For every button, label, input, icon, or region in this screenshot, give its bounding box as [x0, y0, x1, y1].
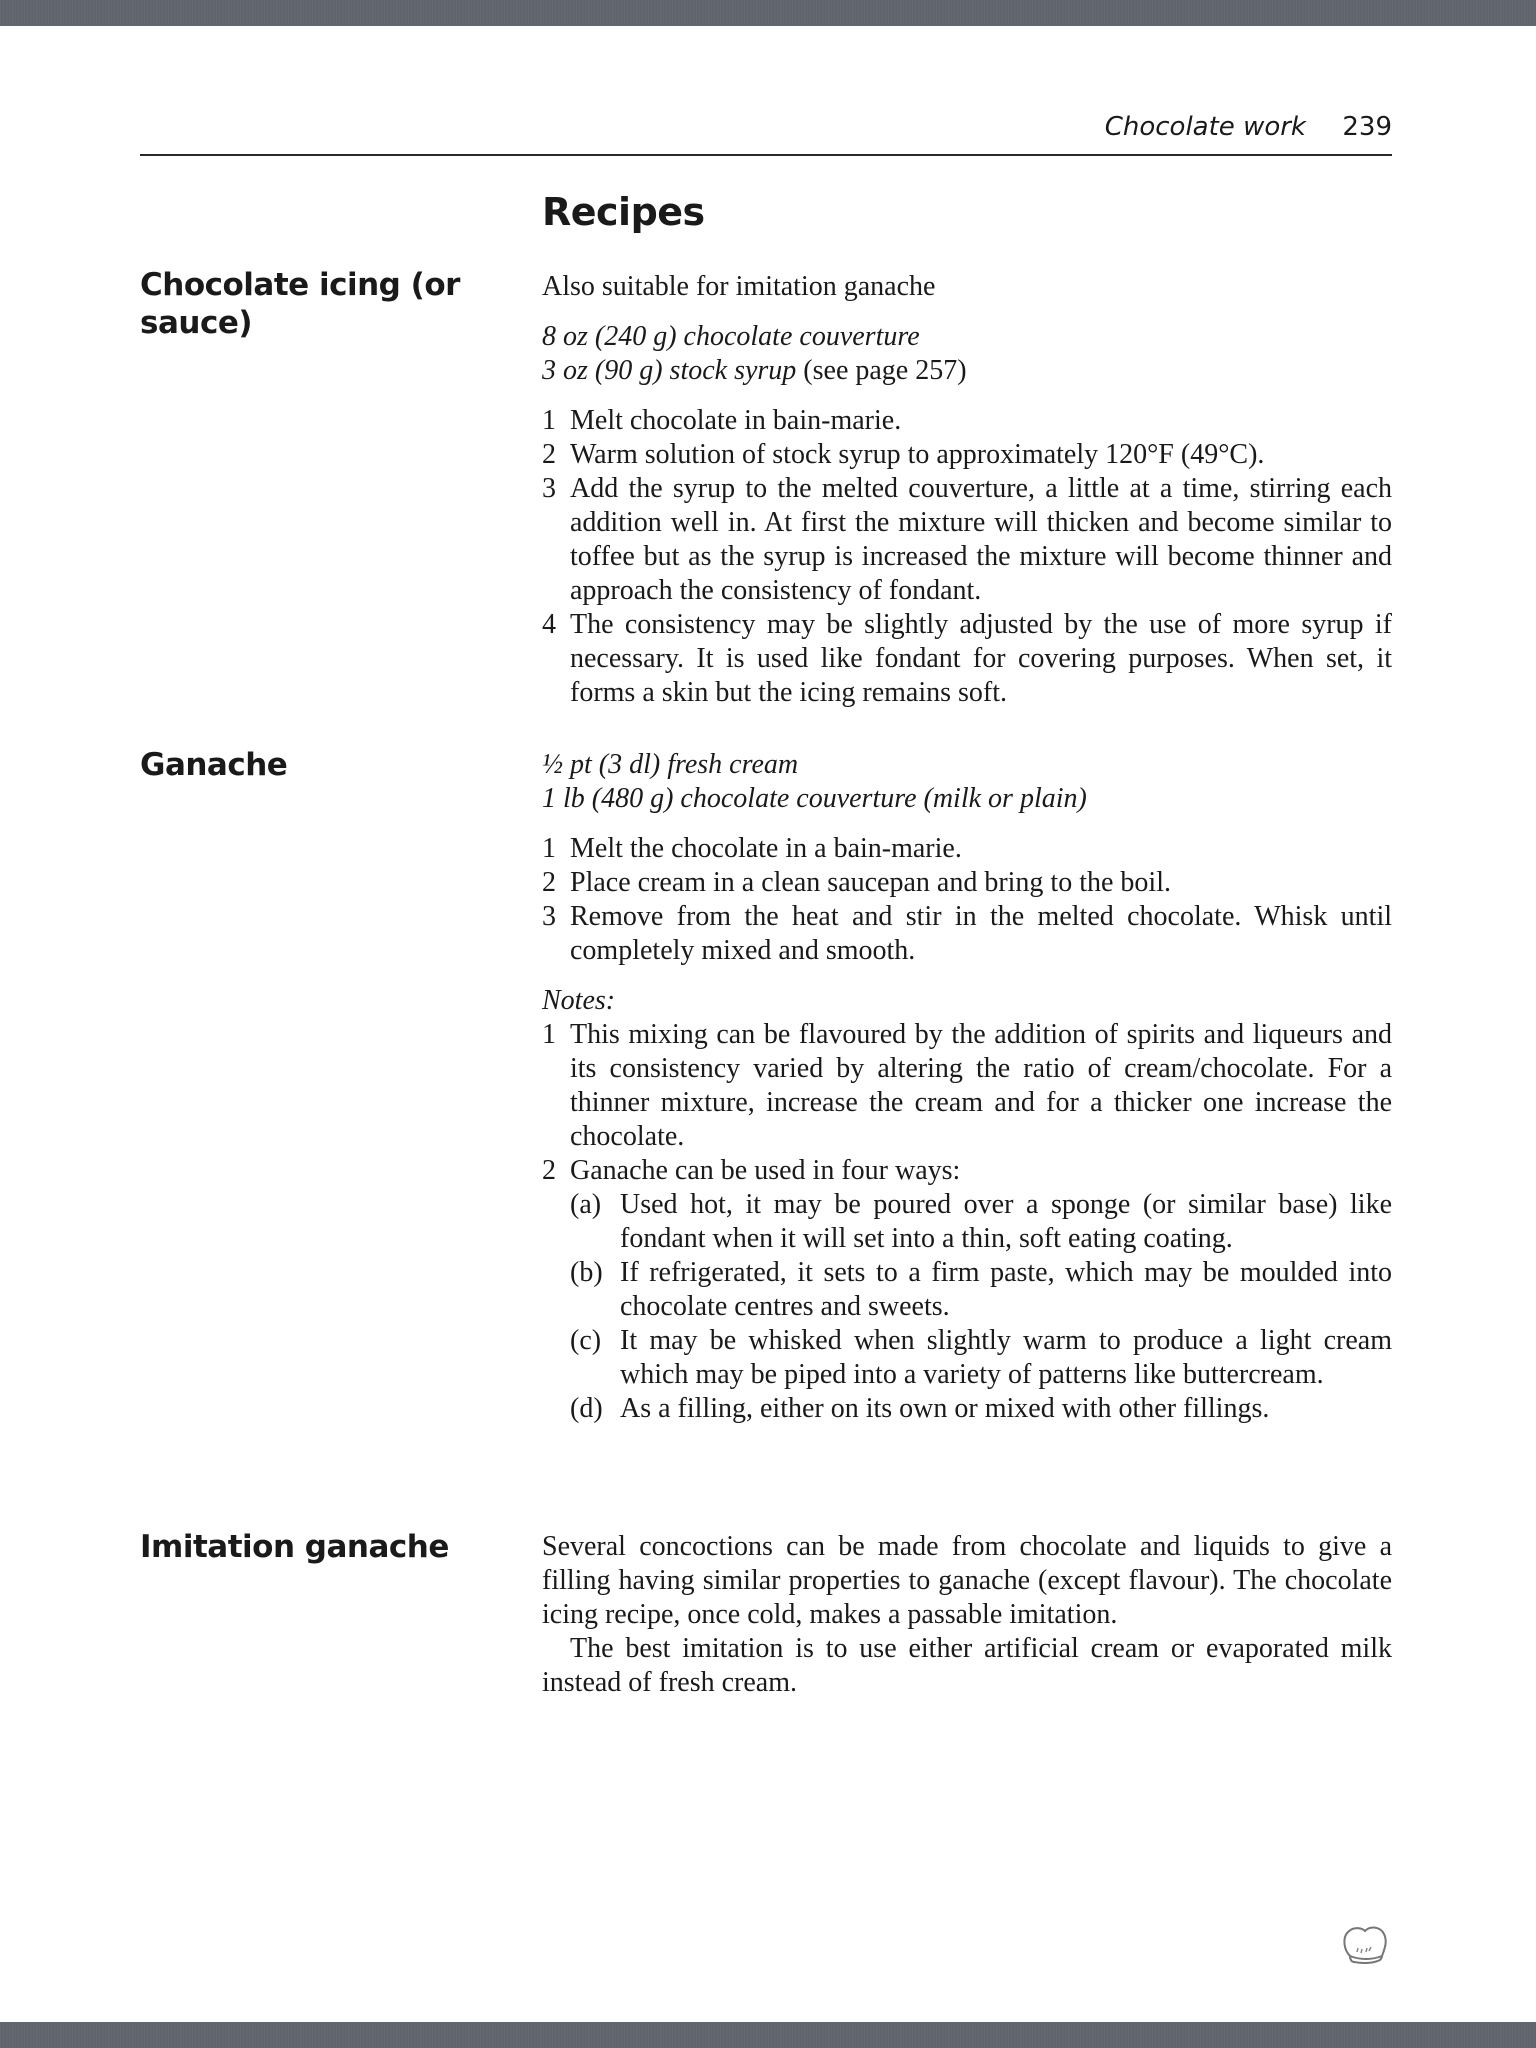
step: 4 The consistency may be slightly adjusted by the use of more syrup if necessary. It is used like fondant for covering purposes. When set, it forms a skin but the icing remains soft. [542, 609, 1392, 708]
way-item: (a) Used hot, it may be poured over a sponge (or similar base) like fondant when it will set into a thin, soft eating coating. [570, 1189, 1392, 1254]
page-number: 239 [1342, 112, 1392, 142]
paragraph: The best imitation is to use either artificial cream or evaporated milk instead of fresh cream. [542, 1633, 1392, 1698]
note: 2 Ganache can be used in four ways: (a) Used hot, it may be poured over a sponge (or similar base) like fondant when it will set into a thin, soft eating coating. (b) If refrigerated, it sets to a firm paste, which may be moulded into chocolate centres and sweets. (c) It may be whisked when slightly warm to produce a light cream which may be piped into a variety of patterns like buttercream. (d) As a filling, either on its own or mixed with other fillings. [542, 1155, 1392, 1424]
step: 2 Place cream in a clean saucepan and bring to the boil. [542, 867, 1171, 898]
chef-hat-icon [1340, 1920, 1390, 1966]
recipe-heading-chocolate-icing: Chocolate icing (or sauce) [140, 267, 460, 341]
way-item: (c) It may be whisked when slightly warm to produce a light cream which may be piped into a variety of patterns like buttercream. [570, 1325, 1392, 1390]
recipe-heading-ganache: Ganache [140, 747, 288, 783]
notes-list [542, 1018, 1392, 1426]
ingredient: 3 oz (90 g) stock syrup (see page 257) [542, 355, 967, 386]
steps-list [542, 832, 1392, 968]
note: 1 This mixing can be flavoured by the addition of spirits and liqueurs and its consistency varied by altering the ratio of cream/chocolate. For a thinner mixture, increase the cream and for a thicker one increase the chocolate. [542, 1019, 1392, 1152]
step: 3 Add the syrup to the melted couverture, a little at a time, stirring each addition well in. At first the mixture will thicken and become similar to toffee but as the syrup is increased the mixture will become thinner and approach the consistency of fondant. [542, 473, 1392, 606]
section-title: Recipes [542, 190, 705, 234]
bottom-frame-bar [0, 2022, 1536, 2048]
way-item: (d) As a filling, either on its own or mixed with other fillings. [570, 1393, 1270, 1424]
ways-list [570, 1188, 1392, 1426]
way-item: (b) If refrigerated, it sets to a firm paste, which may be moulded into chocolate centres and sweets. [570, 1257, 1392, 1322]
ingredient: 1 lb (480 g) chocolate couverture (milk or plain) [542, 783, 1087, 814]
recipe-heading-imitation-ganache: Imitation ganache [140, 1529, 449, 1565]
notes-label: Notes: [542, 985, 616, 1016]
step: 2 Warm solution of stock syrup to approximately 120°F (49°C). [542, 439, 1265, 470]
step: 1 Melt the chocolate in a bain-marie. [542, 833, 962, 864]
ingredient: 8 oz (240 g) chocolate couverture [542, 321, 920, 352]
running-title: Chocolate work [1104, 112, 1306, 142]
ingredient: ½ pt (3 dl) fresh cream [542, 749, 799, 780]
recipe-intro: Also suitable for imitation ganache [542, 271, 936, 302]
top-frame-bar [0, 0, 1536, 26]
steps-list [542, 404, 1392, 710]
step: 1 Melt chocolate in bain-marie. [542, 405, 902, 436]
recipe-body-ganache [542, 748, 1392, 1426]
step: 3 Remove from the heat and stir in the melted chocolate. Whisk until completely mixed and smooth. [542, 901, 1392, 966]
paragraph: Several concoctions can be made from chocolate and liquids to give a filling having similar properties to ganache (except flavour). The chocolate icing recipe, once cold, makes a passable imitation. [542, 1531, 1392, 1630]
recipe-body-imitation-ganache [542, 1530, 1392, 1700]
recipe-body-chocolate-icing [542, 270, 1392, 710]
running-head [140, 112, 1392, 156]
